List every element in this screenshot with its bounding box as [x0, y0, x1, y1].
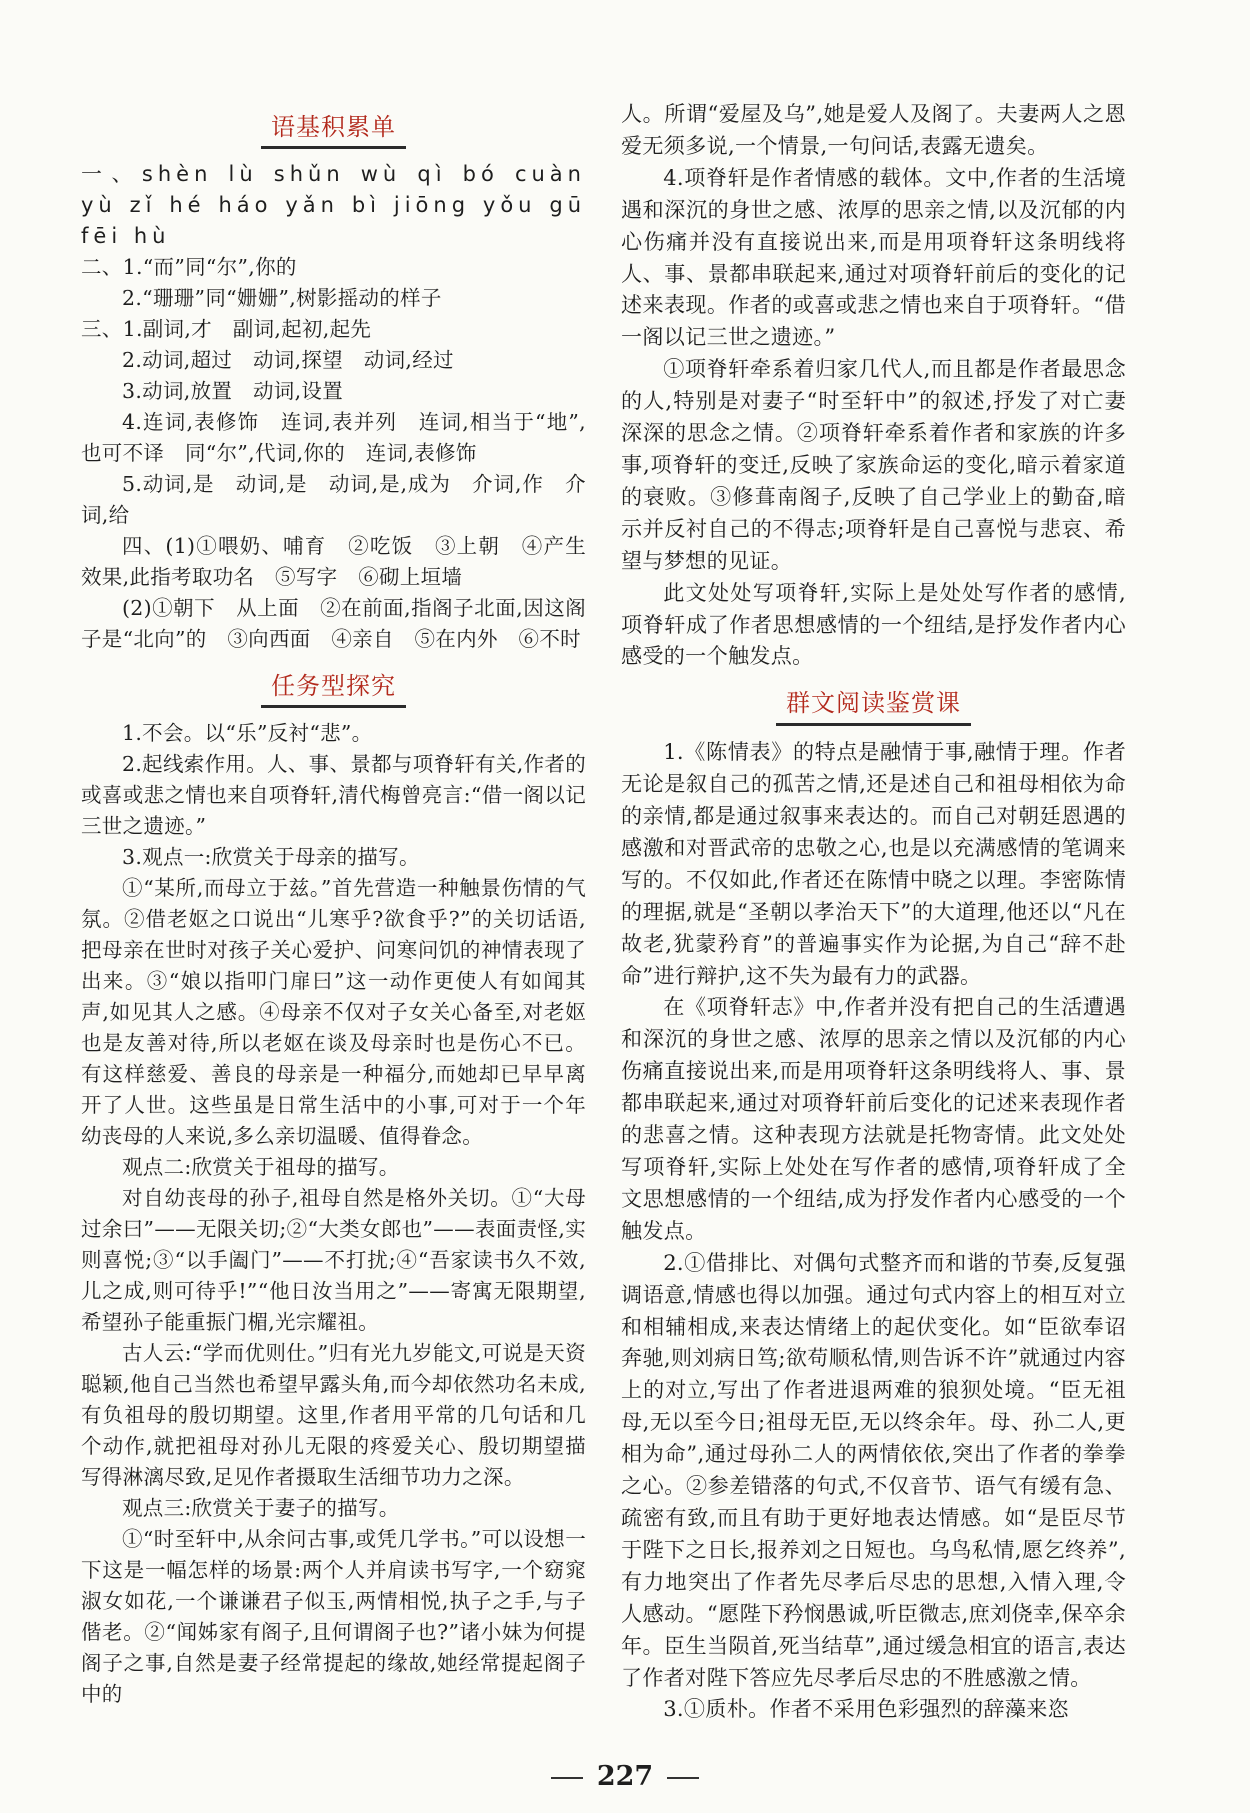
answer-paragraph: 3.观点一:欣赏关于母亲的描写。 [122, 845, 420, 869]
answer-paragraph: ①“时至轩中,从余问古事,或凭几学书。”可以设想一下这是一幅怎样的场景:两个人并肩读书写字,一个窈窕淑女如花,一个谦谦君子似玉,两情相悦,执子之手,与子偕老。②“闻姊家有阁子,且何谓阁子也?”诸小妹为何提阁子之事,自然是妻子经常提起的缘故,她经常提起阁子中的 [81, 1527, 586, 1706]
right-column [621, 98, 1126, 1725]
section-header-group-reading: 群文阅读鉴赏课 [621, 688, 1126, 726]
answer-paragraph: ①项脊轩牵系着归家几代人,而且都是作者最思念的人,特别是对妻子“时至轩中”的叙述,抒发了对亡妻深深的思念之情。②项脊轩牵系着作者和家族的许多事,项脊轩的变迁,反映了家族命运的变化,暗示着家道的衰败。③修葺南阁子,反映了自己学业上的勤奋,暗示并反衬自己的不得志;项脊轩是自己喜悦与悲哀、希望与梦想的见证。 [621, 356, 1126, 573]
answer-paragraph: ①“某所,而母立于兹。”首先营造一种触景伤情的气氛。②借老妪之口说出“儿寒乎?欲食乎?”的关切话语,把母亲在世时对孩子关心爱护、问寒问饥的神情表现了出来。③“娘以指叩门扉曰”这一动作更使人有如闻其声,如见其人之感。④母亲不仅对子女关心备至,对老妪也是友善对待,所以老妪在谈及母亲时也是伤心不已。有这样慈爱、善良的母亲是一种福分,而她却已早早离开了人世。这些虽是日常生活中的小事,可对于一个年幼丧母的人来说,多么亲切温暖、值得眷念。 [81, 876, 586, 1148]
answer-line: 4.连词,表修饰 连词,表并列 连词,相当于“地”,也可不译 同“尔”,代词,你的 连词,表修饰 [81, 410, 586, 465]
answer-paragraph: 古人云:“学而优则仕。”归有光九岁能文,可说是天资聪颖,他自己当然也希望早露头角,而今却依然功名未成,有负祖母的殷切期望。这里,作者用平常的几句话和几个动作,就把祖母对孙儿无限的疼爱关心、殷切期望描写得淋漓尽致,足见作者摄取生活细节功力之深。 [81, 1341, 586, 1489]
answer-line: (2)①朝下 从上面 ②在前面,指阁子北面,因这阁子是“北向”的 ③向西面 ④亲自 ⑤在内外 ⑥不时 [81, 596, 586, 651]
answer-paragraph: 对自幼丧母的孙子,祖母自然是格外关切。①“大母过余曰”——无限关切;②“大类女郎也”——表面责怪,实则喜悦;③“以手阖门”——不打扰;④“吾家读书久不效,儿之成,则可待乎!”“他日汝当用之”——寄寓无限期望,希望孙子能重振门楣,光宗耀祖。 [81, 1186, 586, 1334]
answer-paragraph: 观点三:欣赏关于妻子的描写。 [122, 1496, 400, 1520]
answer-paragraph: 此文处处写项脊轩,实际上是处处写作者的感情,项脊轩成了作者思想感情的一个纽结,是抒发作者内心感受的一个触发点。 [621, 579, 1126, 669]
answer-line: 一、shèn lù shǔn wù qì bó cuàn yù zǐ hé háo yǎn bì jiōng yǒu gū fēi hù [81, 162, 586, 248]
page-number: 227 [0, 1761, 1250, 1792]
section-header-task: 任务型探究 [81, 671, 586, 708]
answer-line: 四、(1)①喂奶、哺育 ②吃饭 ③上朝 ④产生效果,此指考取功名 ⑤写字 ⑥砌上垣墙 [81, 534, 586, 589]
answer-line: 2.“珊珊”同“姗姗”,树影摇动的样子 [122, 286, 442, 310]
answer-paragraph: 2.起线索作用。人、事、景都与项脊轩有关,作者的或喜或悲之情也来自项脊轩,清代梅曾亮言:“借一阁以记三世之遗迹。” [81, 752, 586, 838]
answer-paragraph: 3.①质朴。作者不采用色彩强烈的辞藻来恣 [663, 1696, 1070, 1722]
answer-paragraph: 人。所谓“爱屋及乌”,她是爱人及阁了。夫妻两人之恩爱无须多说,一个情景,一句问话,表露无遗矣。 [621, 101, 1126, 158]
answer-paragraph: 观点二:欣赏关于祖母的描写。 [122, 1155, 400, 1179]
answer-paragraph: 在《项脊轩志》中,作者并没有把自己的生活遭遇和深沉的身世之感、浓厚的思亲之情以及沉郁的内心伤痛直接说出来,而是用项脊轩这条明线将人、事、景都串联起来,通过对项脊轩前后变化的记述来表现作者的悲喜之情。这种表现方法就是托物寄情。此文处处写项脊轩,实际上处处在写作者的感情,项脊轩成了全文思想感情的一个纽结,成为抒发作者内心感受的一个触发点。 [621, 994, 1126, 1243]
answer-paragraph: 1.《陈情表》的特点是融情于事,融情于理。作者无论是叙自己的孤苦之情,还是述自己和祖母相依为命的亲情,都是通过叙事来表达的。而自己对朝廷恩遇的感激和对晋武帝的忠敬之心,也是以充满感情的笔调来写的。不仅如此,作者还在陈情中晓之以理。李密陈情的理据,就是“圣朝以孝治天下”的大道理,他还以“凡在故老,犹蒙矜育”的普遍事实作为论据,为自己“辞不赴命”进行辩护,这不失为最有力的武器。 [621, 739, 1126, 988]
section-header-yuji: 语基积累单 [81, 112, 586, 149]
answer-line: 二、1.“而”同“尔”,你的 [81, 255, 297, 279]
left-column [81, 96, 586, 1710]
answer-paragraph: 2.①借排比、对偶句式整齐而和谐的节奏,反复强调语意,情感也得以加强。通过句式内容上的相互对立和相辅相成,来表达情绪上的起伏变化。如“臣欲奉诏奔驰,则刘病日笃;欲苟顺私情,则告诉不许”就通过内容上的对立,写出了作者进退两难的狼狈处境。“臣无祖母,无以至今日;祖母无臣,无以终余年。母、孙二人,更相为命”,通过母孙二人的两情依依,突出了作者的拳拳之心。②参差错落的句式,不仅音节、语气有缓有急、疏密有致,而且有助于更好地表达情感。如“是臣尽节于陛下之日长,报养刘之日短也。乌鸟私情,愿乞终养”,有力地突出了作者先尽孝后尽忠的思想,入情入理,令人感动。“愿陛下矜悯愚诚,听臣微志,庶刘侥幸,保卒余年。臣生当陨首,死当结草”,通过缓急相宜的语言,表达了作者对陛下答应先尽孝后尽忠的不胜感激之情。 [621, 1249, 1126, 1690]
answer-line: 3.动词,放置 动词,设置 [122, 379, 343, 403]
answer-line: 5.动词,是 动词,是 动词,是,成为 介词,作 介词,给 [81, 472, 586, 527]
answer-paragraph: 1.不会。以“乐”反衬“悲”。 [122, 721, 373, 745]
answer-line: 三、1.副词,才 副词,起初,起先 [81, 317, 372, 341]
answer-paragraph: 4.项脊轩是作者情感的载体。文中,作者的生活境遇和深沉的身世之感、浓厚的思亲之情,以及沉郁的内心伤痛并没有直接说出来,而是用项脊轩这条明线将人、事、景都串联起来,通过对项脊轩前后的变化的记述来表现。作者的或喜或悲之情也来自于项脊轩。“借一阁以记三世之遗迹。” [621, 164, 1126, 350]
answer-line: 2.动词,超过 动词,探望 动词,经过 [122, 348, 454, 372]
